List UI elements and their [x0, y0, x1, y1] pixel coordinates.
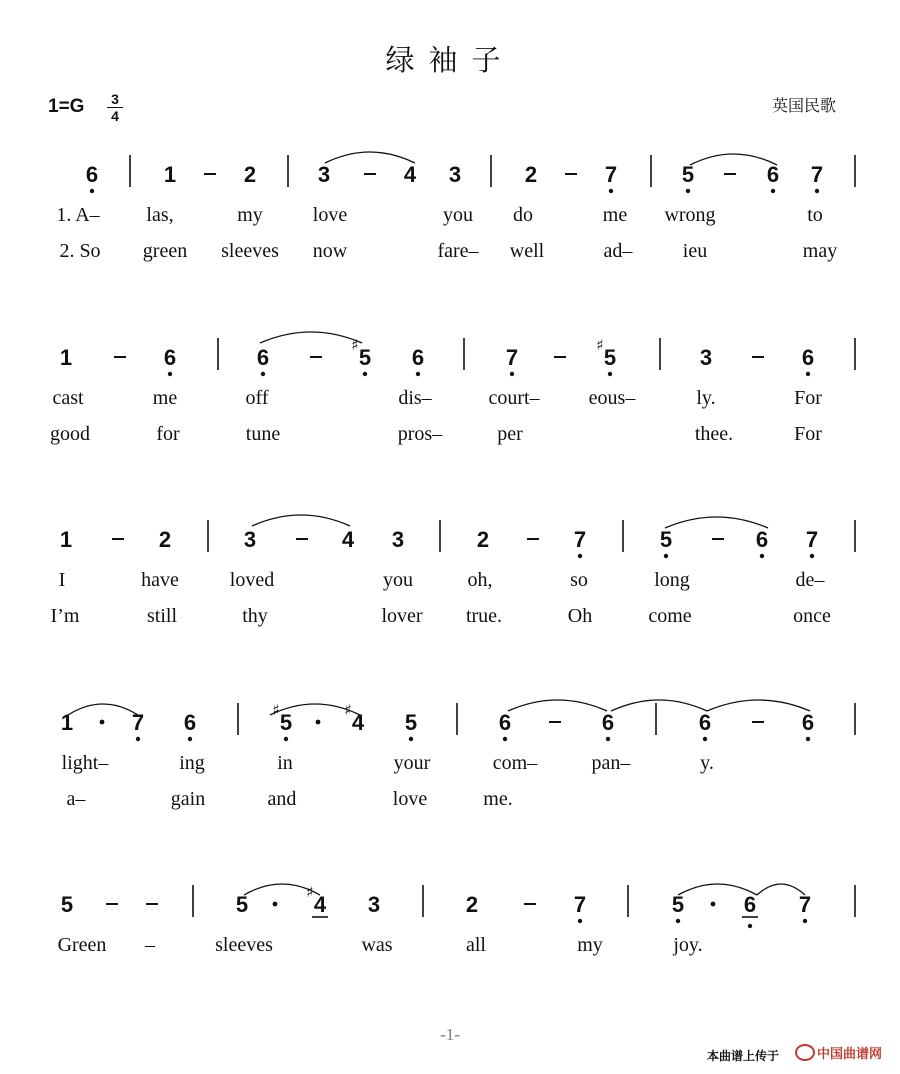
note: 3: [699, 345, 713, 370]
note: 3: [448, 162, 462, 187]
song-origin: 英国民歌: [772, 96, 837, 115]
lyric-syllable: may: [802, 240, 838, 262]
site-logo: [795, 1043, 882, 1062]
lyric-syllable: to: [807, 204, 823, 226]
note: 7: [505, 345, 519, 370]
lyric-syllable: dis–: [398, 387, 432, 409]
note: 7: [131, 710, 145, 735]
note: 5: [404, 710, 418, 735]
lyric-syllable: ing: [179, 752, 205, 774]
lyric-syllable: For: [794, 387, 822, 409]
note: 6: [755, 527, 769, 552]
note: 5: [671, 892, 685, 917]
lyric-syllable: was: [361, 934, 393, 956]
note: 1: [59, 527, 73, 552]
note: 5: [603, 345, 617, 370]
lyric-syllable: lover: [381, 605, 423, 627]
note: 7: [810, 162, 824, 187]
lyric-syllable: joy.: [673, 934, 703, 956]
lyric-syllable: so: [570, 569, 588, 591]
lyric-syllable: have: [141, 569, 179, 591]
lyric-syllable: light–: [61, 752, 109, 774]
lyric-syllable: come: [648, 605, 692, 627]
note: 2: [243, 162, 257, 187]
lyric-syllable: sleeves: [215, 934, 273, 956]
site-logo-icon: [795, 1044, 815, 1061]
slur-arc: [757, 884, 805, 895]
note: 4: [313, 892, 327, 917]
note: 6: [743, 892, 757, 917]
note: 6: [801, 710, 815, 735]
note: 6: [183, 710, 197, 735]
augmentation-dot: [711, 902, 716, 907]
note: 7: [604, 162, 618, 187]
note: 7: [805, 527, 819, 552]
note: 2: [476, 527, 490, 552]
note: 6: [163, 345, 177, 370]
sharp-sign: ♯: [351, 336, 359, 354]
site-logo-text: 中国曲谱网: [817, 1047, 883, 1062]
octave-dot-below: [748, 924, 752, 928]
lyric-syllable: I: [58, 569, 66, 591]
lyric-syllable: love: [312, 204, 348, 226]
octave-dot-below: [676, 919, 680, 923]
sharp-sign: ♯: [344, 701, 352, 719]
lyric-syllable: all: [466, 934, 486, 956]
note: 7: [798, 892, 812, 917]
lyric-syllable: ly.: [696, 387, 716, 409]
note: 1: [163, 162, 177, 187]
note: 2: [524, 162, 538, 187]
lyric-syllable: pros–: [397, 423, 443, 445]
note: 6: [411, 345, 425, 370]
note: 6: [698, 710, 712, 735]
note: 3: [317, 162, 331, 187]
lyric-syllable: and: [267, 788, 297, 810]
note: 5: [358, 345, 372, 370]
song-title: 绿袖子: [385, 43, 515, 77]
lyric-syllable: Green: [57, 934, 107, 956]
note: 6: [498, 710, 512, 735]
sharp-sign: ♯: [272, 701, 280, 719]
note: 1: [59, 345, 73, 370]
lyric-syllable: eous–: [588, 387, 636, 409]
lyric-syllable: I’m: [50, 605, 80, 627]
lyric-syllable: good: [50, 423, 90, 445]
lyric-syllable: for: [156, 423, 180, 445]
note: 4: [403, 162, 417, 187]
lyric-syllable: tune: [245, 423, 281, 445]
note: 5: [279, 710, 293, 735]
lyric-syllable: de–: [795, 569, 825, 591]
lyric-syllable: me: [152, 387, 178, 409]
note: 5: [681, 162, 695, 187]
lyric-syllable: thy: [242, 605, 268, 627]
lyric-syllable: off: [245, 387, 269, 409]
lyric-syllable: Oh: [567, 605, 593, 627]
note: 5: [235, 892, 249, 917]
lyric-syllable: 2. So: [59, 240, 101, 262]
lyric-syllable: For: [794, 423, 822, 445]
lyric-syllable: a–: [66, 788, 86, 810]
lyric-syllable: me: [602, 204, 628, 226]
lyric-syllable: fare–: [437, 240, 479, 262]
lyric-syllable: in: [277, 752, 293, 774]
note: 5: [659, 527, 673, 552]
lyric-syllable: my: [577, 934, 603, 956]
key-signature: 1=G: [48, 96, 85, 117]
lyric-syllable: ieu: [682, 240, 708, 262]
lyric-syllable: well: [509, 240, 545, 262]
lyric-syllable: your: [393, 752, 431, 774]
note: 6: [766, 162, 780, 187]
page-number: -1-: [440, 1025, 460, 1044]
octave-dot-below: [803, 919, 807, 923]
lyric-syllable: y.: [700, 752, 714, 774]
note: 7: [573, 527, 587, 552]
lyric-syllable: –: [145, 934, 155, 956]
note: 2: [465, 892, 479, 917]
augmentation-dot: [273, 902, 278, 907]
lyric-syllable: thee.: [694, 423, 734, 445]
lyric-syllable: sleeves: [221, 240, 279, 262]
note: 7: [573, 892, 587, 917]
time-signature-top: 3: [111, 91, 119, 107]
lyric-syllable: wrong: [664, 204, 716, 226]
lyric-syllable: now: [312, 240, 348, 262]
note: 5: [60, 892, 74, 917]
lyric-syllable: love: [392, 788, 428, 810]
note: 3: [243, 527, 257, 552]
time-signature-bottom: 4: [111, 108, 119, 124]
lyric-syllable: you: [383, 569, 413, 591]
note: 6: [85, 162, 99, 187]
note: 3: [367, 892, 381, 917]
lyric-syllable: oh,: [467, 569, 493, 591]
lyric-syllable: gain: [170, 788, 206, 810]
octave-dot-below: [578, 919, 582, 923]
lyric-syllable: com–: [492, 752, 538, 774]
sharp-sign: ♯: [596, 336, 604, 354]
note: 2: [158, 527, 172, 552]
note: 3: [391, 527, 405, 552]
lyric-syllable: 1. A–: [56, 204, 100, 226]
lyric-syllable: cast: [52, 387, 84, 409]
lyric-syllable: me.: [483, 788, 513, 810]
lyric-syllable: court–: [488, 387, 540, 409]
upload-credit: 本曲谱上传于: [707, 1049, 780, 1063]
lyric-syllable: long: [654, 569, 690, 591]
note: 4: [341, 527, 355, 552]
lyric-syllable: per: [497, 423, 523, 445]
sharp-sign: ♯: [306, 883, 314, 901]
note: 6: [601, 710, 615, 735]
lyric-syllable: green: [142, 240, 188, 262]
lyric-syllable: you: [443, 204, 473, 226]
note: 4: [351, 710, 365, 735]
note: 1: [60, 710, 74, 735]
lyric-syllable: las,: [146, 204, 174, 226]
lyric-syllable: loved: [229, 569, 275, 591]
lyric-syllable: true.: [465, 605, 503, 627]
note: 6: [801, 345, 815, 370]
lyric-syllable: ad–: [603, 240, 633, 262]
lyric-syllable: pan–: [591, 752, 631, 774]
note: 6: [256, 345, 270, 370]
lyric-syllable: still: [146, 605, 178, 627]
lyric-syllable: once: [793, 605, 831, 627]
lyric-syllable: my: [237, 204, 263, 226]
lyric-syllable: do: [513, 204, 533, 226]
